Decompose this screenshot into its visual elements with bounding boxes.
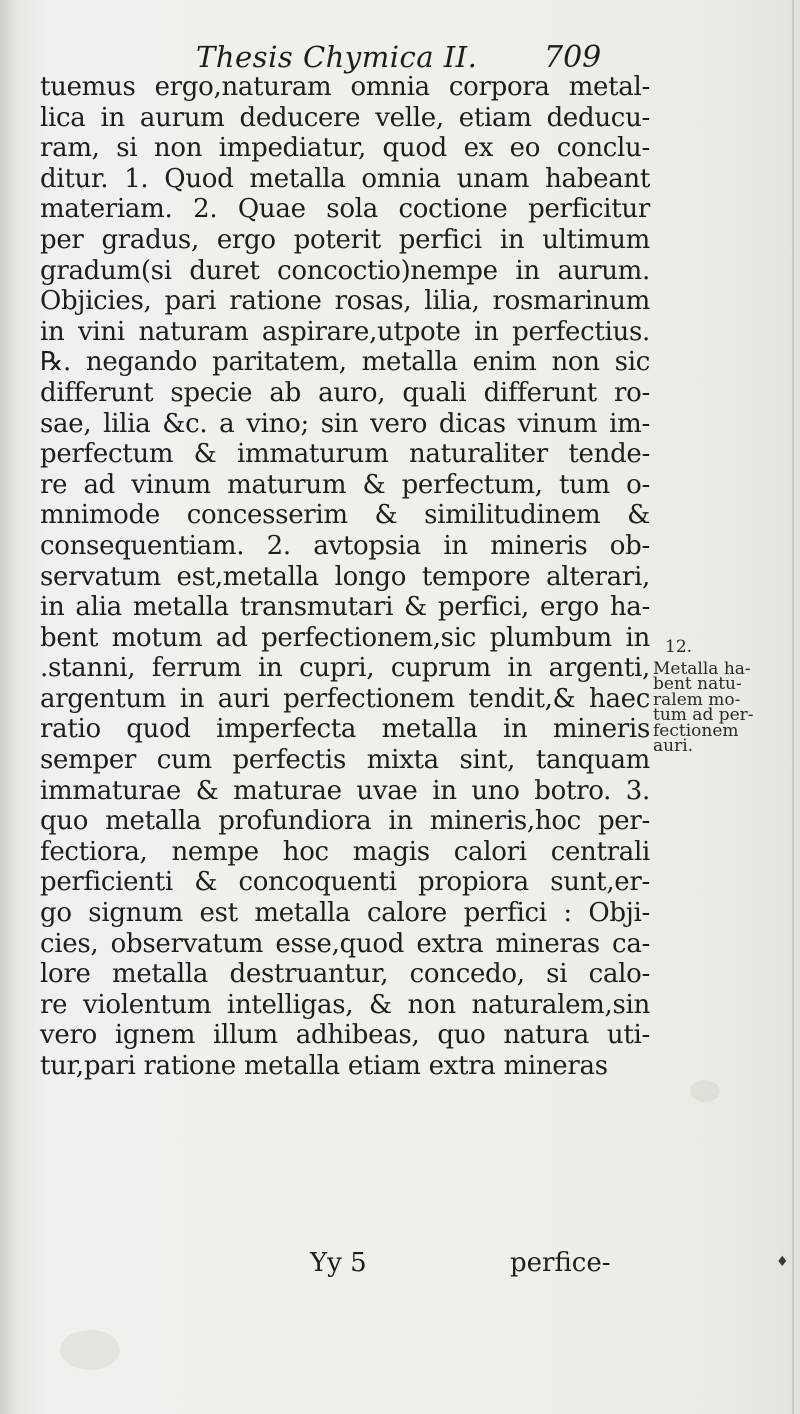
text-line: ratio quod imperfecta metalla in mineris bbox=[40, 714, 650, 745]
signature-mark: Yy 5 bbox=[310, 1248, 367, 1278]
text-line: quo metalla profundiora in mineris,hoc per- bbox=[40, 806, 650, 837]
marginal-note-line: Metalla ha- bbox=[653, 658, 751, 679]
text-line: immaturae & maturae uvae in uno botro. 3. bbox=[40, 775, 650, 806]
text-line: go signum est metalla calore perfici : Obji- bbox=[40, 898, 650, 929]
text-line: .stanni, ferrum in cupri, cuprum in argenti, bbox=[40, 653, 650, 684]
printer-mark-icon: ♦ bbox=[776, 1254, 789, 1270]
text-line: in alia metalla transmutari & perfici, ergo ha- bbox=[40, 592, 650, 623]
text-line: consequentiam. 2. avtopsia in mineris ob- bbox=[40, 530, 650, 561]
paper-stain bbox=[60, 1330, 120, 1370]
text-line: argentum in auri perfectionem tendit,& haec bbox=[40, 683, 650, 714]
spine-shadow bbox=[0, 0, 18, 1414]
text-line: re ad vinum maturum & perfectum, tum o- bbox=[40, 469, 650, 500]
text-line: differunt specie ab auro, quali differunt ro- bbox=[40, 377, 650, 408]
text-line: tur,pari ratione metalla etiam extra mineras bbox=[40, 1051, 608, 1081]
marginal-note-line: ralem mo- bbox=[653, 689, 741, 710]
text-line: mnimode concesserim & similitudinem & bbox=[40, 500, 650, 531]
text-line: vero ignem illum adhibeas, quo natura uti- bbox=[40, 1020, 650, 1051]
page-number: 709 bbox=[544, 40, 602, 75]
text-line: tuemus ergo,naturam omnia corpora metal- bbox=[40, 72, 650, 102]
text-line: in vini naturam aspirare,utpote in perfectius. bbox=[40, 316, 650, 347]
text-line: bent motum ad perfectionem,sic plumbum in bbox=[40, 622, 650, 653]
marginal-note-number: 12. bbox=[665, 637, 693, 657]
text-line: Objicies, pari ratione rosas, lilia, rosmarinum bbox=[40, 286, 650, 317]
text-line: lore metalla destruantur, concedo, si calo- bbox=[40, 959, 650, 990]
text-line: materiam. 2. Quae sola coctione perficitur bbox=[40, 194, 650, 225]
body-text bbox=[40, 72, 650, 1082]
text-line: fectiora, nempe hoc magis calori centrali bbox=[40, 836, 650, 867]
text-line: ram, si non impediatur, quod ex eo conclu- bbox=[40, 133, 650, 164]
text-line: ℞. negando paritatem, metalla enim non sic bbox=[40, 347, 650, 378]
text-line: lica in aurum deducere velle, etiam deducu- bbox=[40, 102, 650, 133]
text-line: ditur. 1. Quod metalla omnia unam habeant bbox=[40, 163, 650, 194]
marginal-note-line: tum ad per- bbox=[653, 705, 754, 725]
marginal-note bbox=[653, 637, 793, 756]
text-line: servatum est,metalla longo tempore alterari, bbox=[40, 561, 650, 592]
paper-stain bbox=[690, 1080, 720, 1102]
text-line: cies, observatum esse,quod extra mineras ca- bbox=[40, 928, 650, 959]
marginal-note-line: fectionem bbox=[653, 720, 739, 741]
catchline bbox=[40, 1248, 650, 1278]
text-line: semper cum perfectis mixta sint, tanquam bbox=[40, 745, 650, 776]
text-line: per gradus, ergo poterit perfici in ultimum bbox=[40, 224, 650, 255]
text-line: perfectum & immaturum naturaliter tende- bbox=[40, 439, 650, 470]
text-line: sae, lilia &c. a vino; sin vero dicas vinum im- bbox=[40, 408, 650, 439]
text-line: gradum(si duret concoctio)nempe in aurum. bbox=[40, 255, 650, 286]
running-title: Thesis Chymica II. bbox=[196, 40, 478, 74]
marginal-note-line: bent natu- bbox=[653, 674, 742, 694]
catchword: perfice- bbox=[510, 1248, 611, 1278]
text-line: re violentum intelligas, & non naturalem,sin bbox=[40, 989, 650, 1020]
marginal-note-line: auri. bbox=[653, 736, 694, 756]
text-line: perficienti & concoquenti propiora sunt,er- bbox=[40, 867, 650, 898]
